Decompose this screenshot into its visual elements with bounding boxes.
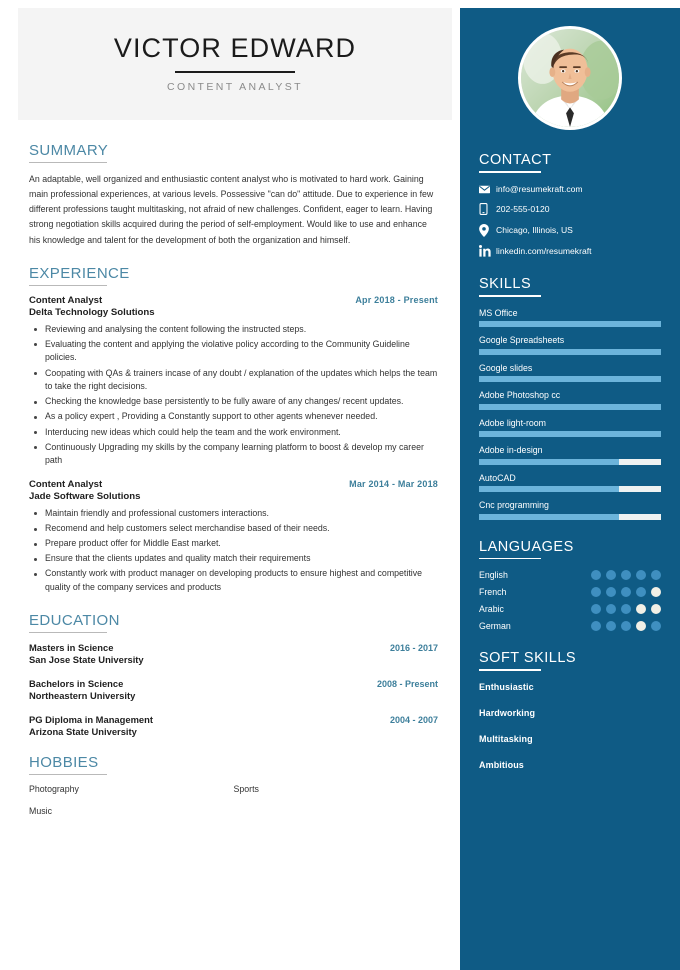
soft-skills-heading: SOFT SKILLS xyxy=(479,650,577,666)
skill-label: Adobe in-design xyxy=(479,445,543,455)
job-role-subtitle: CONTENT ANALYST xyxy=(167,81,303,93)
experience-job-date: Apr 2018 - Present xyxy=(355,294,438,305)
contact-heading: CONTACT xyxy=(479,152,552,168)
skill-progress-fill xyxy=(479,404,661,410)
experience-bullet-list xyxy=(29,507,438,595)
rating-dot-empty xyxy=(636,604,646,614)
skill-item xyxy=(479,418,661,438)
skill-progress-fill xyxy=(479,376,661,382)
skills-heading-rule xyxy=(479,295,541,297)
soft-skills-heading-rule xyxy=(479,669,541,671)
education-item xyxy=(29,678,438,701)
experience-company: Delta Technology Solutions xyxy=(29,306,155,318)
education-item-header xyxy=(29,678,438,689)
section-soft-skills xyxy=(479,650,661,770)
hobby-item: Music xyxy=(29,805,52,816)
skill-label: Adobe light-room xyxy=(479,417,546,428)
experience-list xyxy=(29,295,438,595)
rating-dot-filled xyxy=(606,587,616,597)
avatar-wrap xyxy=(479,26,661,130)
experience-bullet-list xyxy=(29,323,438,468)
experience-bullet: Interducing new ideas which could help the team and the work environment. xyxy=(29,426,438,440)
rating-dot-filled xyxy=(621,604,631,614)
page-title: VICTOR EDWARD xyxy=(113,33,357,63)
education-date: 2004 - 2007 xyxy=(389,714,438,725)
hobbies-heading-rule xyxy=(29,774,107,775)
experience-item-header xyxy=(29,479,438,490)
contact-value: info@resumekraft.com xyxy=(496,184,583,194)
section-languages xyxy=(479,539,661,632)
skill-progress-fill xyxy=(479,431,661,437)
contact-value: Chicago, Illinois, US xyxy=(496,225,573,235)
education-school: San Jose State University xyxy=(29,653,144,665)
experience-company: Jade Software Solutions xyxy=(29,490,141,502)
education-item xyxy=(29,642,438,665)
skill-progress-bar xyxy=(479,404,661,410)
rating-dot-filled xyxy=(591,621,601,631)
contact-item[interactable] xyxy=(479,245,661,257)
skill-progress-bar xyxy=(479,376,661,382)
contact-value: linkedin.com/resumekraft xyxy=(496,246,592,256)
skill-progress-fill xyxy=(479,514,619,520)
summary-text: An adaptable, well organized and enthusiastic content analyst who is motivated to hard work. Gaining main professional experiences, at various levels. Possessive "can do" attitude. Due to experience in few different professions taught multitasking, not afraid of new challenges. Confident, eager to learn. Having strong negotiation skills acquired during the period of self-employment. Would like to use and enhance his knowledge and talent for the development of both the organization and himself. xyxy=(29,174,434,245)
skill-progress-bar xyxy=(479,486,661,492)
contact-value: 202-555-0120 xyxy=(496,204,550,214)
experience-job-title: Content Analyst xyxy=(29,478,103,490)
section-skills xyxy=(479,276,661,520)
education-date: 2008 - Present xyxy=(376,678,438,689)
language-label: Arabic xyxy=(479,604,504,614)
skill-progress-bar xyxy=(479,431,661,437)
rating-dot-filled xyxy=(636,587,646,597)
hobbies-list xyxy=(29,784,438,828)
skill-label: Google Spreadsheets xyxy=(479,335,565,345)
section-hobbies xyxy=(29,754,438,828)
experience-heading: EXPERIENCE xyxy=(29,264,130,282)
contact-list xyxy=(479,184,661,258)
education-school: Northeastern University xyxy=(29,689,136,701)
rating-dot-filled xyxy=(636,570,646,580)
experience-item xyxy=(29,295,438,468)
soft-skills-list xyxy=(479,682,661,770)
rating-dot-filled xyxy=(606,621,616,631)
education-item xyxy=(29,714,438,737)
languages-heading: LANGUAGES xyxy=(479,538,574,555)
experience-job-date: Mar 2014 - Mar 2018 xyxy=(349,478,438,489)
contact-item[interactable] xyxy=(479,184,661,195)
experience-item xyxy=(29,479,438,595)
skill-item xyxy=(479,473,661,493)
contact-item[interactable] xyxy=(479,224,661,237)
rating-dot-empty xyxy=(636,621,646,631)
rating-dot-filled xyxy=(606,604,616,614)
experience-bullet: Checking the knowledge base persistently to be fully aware of any changes/ recent updates. xyxy=(29,395,438,409)
experience-bullet: Reviewing and analysing the content following the instructed steps. xyxy=(29,323,438,337)
skill-label: MS Office xyxy=(479,307,518,318)
envelope-icon xyxy=(479,184,496,195)
skills-heading: SKILLS xyxy=(479,276,532,292)
summary-heading: SUMMARY xyxy=(29,142,109,159)
experience-job-title: Content Analyst xyxy=(29,294,103,306)
hobby-item: Photography xyxy=(29,783,79,794)
experience-bullet: Coopating with QAs & trainers incase of any doubt / explanation of the updates which helps the team to take the right decisions. xyxy=(29,367,438,394)
rating-dot-filled xyxy=(651,621,661,631)
section-summary xyxy=(29,142,438,248)
languages-heading-rule xyxy=(479,558,541,560)
experience-bullet: Continuously Upgrading my skills by the company learning platform to boost & develop my career path xyxy=(29,441,438,468)
language-item xyxy=(479,621,661,631)
language-item xyxy=(479,604,661,614)
skill-progress-fill xyxy=(479,349,661,355)
experience-bullet: Prepare product offer for Middle East market. xyxy=(29,537,438,551)
experience-bullet: Recomend and help customers select merchandise based of their needs. xyxy=(29,522,438,536)
rating-dot-filled xyxy=(591,604,601,614)
skills-list xyxy=(479,308,661,520)
location-pin-icon xyxy=(479,224,496,237)
skill-item xyxy=(479,445,661,465)
phone-icon xyxy=(479,203,496,215)
rating-dot-filled xyxy=(621,587,631,597)
education-item-header xyxy=(29,642,438,653)
skill-progress-bar xyxy=(479,514,661,520)
skill-item xyxy=(479,500,661,520)
education-degree: Bachelors in Science xyxy=(29,677,124,689)
skill-item xyxy=(479,363,661,383)
summary-heading-rule xyxy=(29,162,107,163)
experience-item-header xyxy=(29,295,438,306)
skill-progress-fill xyxy=(479,486,619,492)
rating-dot-filled xyxy=(591,570,601,580)
education-item-header xyxy=(29,714,438,725)
soft-skill-item: Multitasking xyxy=(479,733,533,744)
skill-progress-bar xyxy=(479,321,661,327)
rating-dot-filled xyxy=(606,570,616,580)
education-heading-rule xyxy=(29,632,107,633)
skill-item xyxy=(479,308,661,328)
rating-dot-filled xyxy=(621,621,631,631)
experience-bullet: Constantly work with product manager on developing products to ensure highest and competitive quality of the company services and products xyxy=(29,567,438,594)
language-rating-dots xyxy=(591,604,661,614)
skill-label: Adobe Photoshop cc xyxy=(479,390,561,400)
experience-bullet: Maintain friendly and professional customers interactions. xyxy=(29,507,438,521)
skill-label: Cnc programming xyxy=(479,500,549,510)
education-school: Arizona State University xyxy=(29,725,137,737)
language-item xyxy=(479,587,661,597)
avatar xyxy=(518,26,622,130)
language-rating-dots xyxy=(591,587,661,597)
languages-list xyxy=(479,570,661,631)
education-degree: PG Diploma in Management xyxy=(29,713,153,725)
experience-bullet: Ensure that the clients updates and quality match their requirements xyxy=(29,552,438,566)
language-rating-dots xyxy=(591,621,661,631)
hobbies-heading: HOBBIES xyxy=(29,753,99,771)
section-education xyxy=(29,612,438,737)
rating-dot-empty xyxy=(651,604,661,614)
education-degree: Masters in Science xyxy=(29,641,114,653)
rating-dot-filled xyxy=(651,570,661,580)
contact-item[interactable] xyxy=(479,203,661,215)
education-list xyxy=(29,642,438,737)
rating-dot-empty xyxy=(651,587,661,597)
rating-dot-filled xyxy=(621,570,631,580)
skill-item xyxy=(479,390,661,410)
skill-progress-bar xyxy=(479,459,661,465)
sidebar xyxy=(460,8,680,970)
language-item xyxy=(479,570,661,580)
language-label: German xyxy=(479,621,511,631)
name-band xyxy=(18,8,452,120)
education-date: 2016 - 2017 xyxy=(389,642,438,653)
language-label: English xyxy=(479,570,508,580)
experience-bullet: As a policy expert , Providing a Constantly support to other agents whenever needed. xyxy=(29,410,438,424)
education-heading: EDUCATION xyxy=(29,611,120,629)
rating-dot-filled xyxy=(591,587,601,597)
soft-skill-item: Enthusiastic xyxy=(479,681,534,692)
skill-progress-fill xyxy=(479,321,661,327)
skill-label: Google slides xyxy=(479,362,533,373)
contact-heading-rule xyxy=(479,171,541,173)
language-label: French xyxy=(479,587,507,597)
experience-heading-rule xyxy=(29,285,107,286)
soft-skill-item: Ambitious xyxy=(479,759,524,770)
skill-progress-bar xyxy=(479,349,661,355)
section-experience xyxy=(29,265,438,595)
experience-bullet: Evaluating the content and applying the violative policy according to the Community Guideline policies. xyxy=(29,338,438,365)
left-content xyxy=(0,120,460,828)
language-rating-dots xyxy=(591,570,661,580)
soft-skill-item: Hardworking xyxy=(479,707,536,718)
hobby-item: Sports xyxy=(233,783,259,794)
section-contact xyxy=(479,152,661,257)
skill-progress-fill xyxy=(479,459,619,465)
skill-item xyxy=(479,335,661,355)
skill-label: AutoCAD xyxy=(479,472,516,483)
linkedin-icon xyxy=(479,245,496,257)
title-divider xyxy=(175,71,295,73)
